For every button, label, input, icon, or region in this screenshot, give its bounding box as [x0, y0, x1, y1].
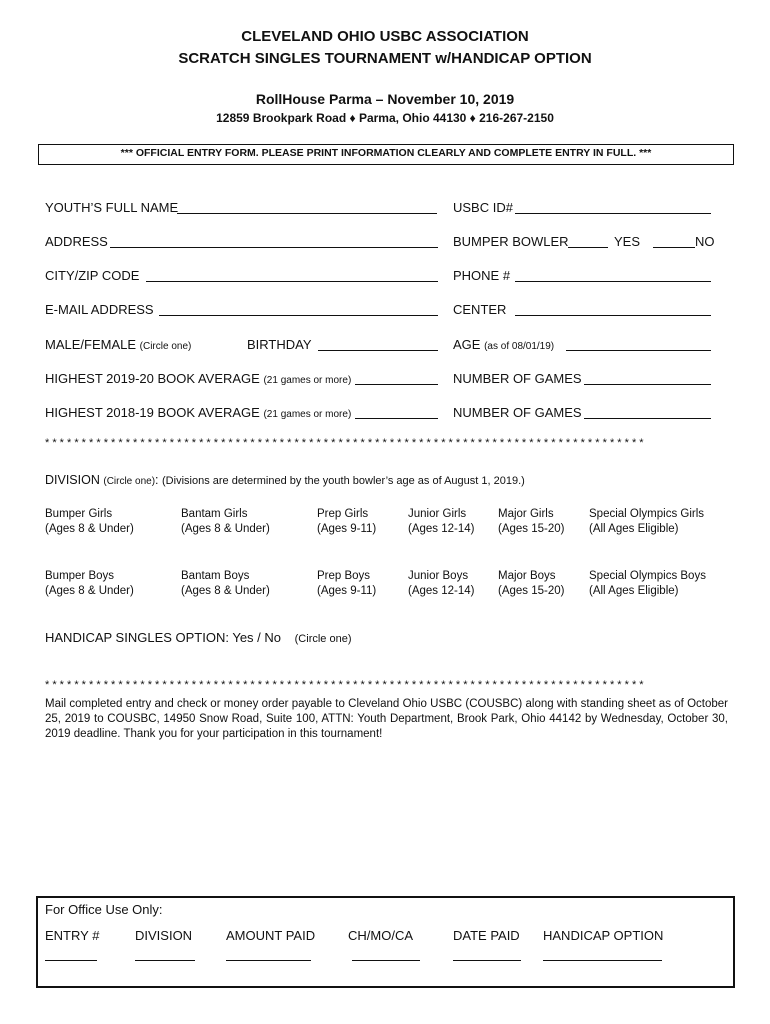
division-special-olympics-girls[interactable]: [589, 507, 704, 537]
division-note: (Divisions are determined by the youth bowler’s age as of August 1, 2019.): [162, 475, 525, 487]
age-text: AGE: [453, 337, 481, 352]
division-ages: (Ages 15-20): [498, 523, 565, 535]
division-name: Major Girls: [498, 508, 554, 520]
division-major-girls[interactable]: [498, 507, 564, 537]
bumper-yes-field[interactable]: [568, 247, 608, 248]
usbc-id-field[interactable]: [515, 213, 711, 214]
division-name: Special Olympics Girls: [589, 508, 705, 520]
division-ages: (Ages 8 & Under): [181, 585, 270, 597]
office-amount-field[interactable]: [226, 960, 311, 961]
email-field[interactable]: [159, 315, 438, 316]
address-label: ADDRESS: [45, 234, 108, 249]
division-name: Prep Boys: [317, 570, 371, 582]
division-junior-girls[interactable]: [408, 507, 474, 537]
youth-name-label: YOUTH’S FULL NAME: [45, 200, 179, 215]
num-games-2018-label: NUMBER OF GAMES: [453, 405, 582, 420]
division-ages: (Ages 8 & Under): [181, 523, 270, 535]
division-junior-boys[interactable]: [408, 569, 474, 599]
num-games-2019-field[interactable]: [584, 384, 711, 385]
star-divider-1: * * * * * * * * * * * * * * * * * * * * * * * * * * * * * * * * * * * * * * * * * * * * * * * * * * * * * * * * * * * * * * * * * * * * * * * * * * * * * * * * * *: [45, 437, 644, 449]
bumper-bowler-label: BUMPER BOWLER: [453, 234, 569, 249]
handicap-label: HANDICAP SINGLES OPTION: Yes / No: [45, 630, 282, 645]
male-female-text: MALE/FEMALE: [45, 337, 137, 352]
division-bantam-girls[interactable]: [181, 507, 270, 537]
division-special-olympics-boys[interactable]: [589, 569, 706, 599]
youth-name-field[interactable]: [177, 213, 437, 214]
division-name: Bumper Boys: [45, 570, 115, 582]
division-ages: (Ages 9-11): [317, 523, 377, 535]
avg-2019-label: [45, 371, 351, 389]
age-note: (as of 08/01/19): [484, 341, 555, 352]
office-handicap-label: HANDICAP OPTION: [543, 928, 664, 943]
age-field[interactable]: [566, 350, 711, 351]
division-name: Prep Girls: [317, 508, 369, 520]
division-ages: (Ages 8 & Under): [45, 523, 134, 535]
division-name: Bumper Girls: [45, 508, 113, 520]
division-prep-girls[interactable]: [317, 507, 376, 537]
phone-label: PHONE #: [453, 268, 511, 283]
division-label: DIVISION: [45, 473, 100, 487]
division-bantam-boys[interactable]: [181, 569, 270, 599]
avg-2019-note: (21 games or more): [263, 375, 352, 386]
age-label: [453, 337, 554, 355]
office-division-label: DIVISION: [135, 928, 193, 943]
office-entry-field[interactable]: [45, 960, 97, 961]
division-name: Junior Boys: [408, 570, 469, 582]
mail-instructions: Mail completed entry and check or money order payable to Cleveland Ohio USBC (COUSBC) along with standing sheet as of October 25, 2019 to COUSBC, 14950 Snow Road, Suite 100, ATTN: Youth Department, Brook Park, Ohio 44142 by Wednesday, October 30, 2019 deadline. Thank you for your participation in this tournament!: [45, 698, 728, 740]
office-handicap-field[interactable]: [543, 960, 662, 961]
center-label: CENTER: [453, 302, 507, 317]
office-date-field[interactable]: [453, 960, 521, 961]
division-bumper-boys[interactable]: [45, 569, 134, 599]
division-name: Special Olympics Boys: [589, 570, 706, 582]
office-division-field[interactable]: [135, 960, 195, 961]
venue-address: 12859 Brookpark Road ♦ Parma, Ohio 44130 ♦ 216-267-2150: [216, 111, 554, 125]
avg-2018-note: (21 games or more): [263, 409, 352, 420]
division-name: Junior Girls: [408, 508, 467, 520]
division-ages: (All Ages Eligible): [589, 585, 679, 597]
division-ages: (All Ages Eligible): [589, 523, 679, 535]
office-entry-label: ENTRY #: [45, 928, 100, 943]
gender-circle-note: (Circle one): [139, 341, 192, 352]
handicap-option[interactable]: [45, 630, 352, 647]
avg-2018-label: [45, 405, 351, 423]
division-major-boys[interactable]: [498, 569, 564, 599]
division-bumper-girls[interactable]: [45, 507, 134, 537]
division-ages: (Ages 12-14): [408, 585, 475, 597]
city-zip-label: CITY/ZIP CODE: [45, 268, 140, 283]
division-name: Bantam Boys: [181, 570, 250, 582]
birthday-label: BIRTHDAY: [247, 337, 312, 352]
division-colon: :: [155, 473, 159, 487]
avg-2018-field[interactable]: [355, 418, 438, 419]
bumper-no-label: NO: [695, 234, 715, 249]
bumper-yes-label: YES: [614, 234, 641, 249]
usbc-id-label: USBC ID#: [453, 200, 513, 215]
city-zip-field[interactable]: [146, 281, 438, 282]
division-name: Bantam Girls: [181, 508, 248, 520]
avg-2019-text: HIGHEST 2019-20 BOOK AVERAGE: [45, 371, 260, 386]
office-use-title: For Office Use Only:: [45, 902, 163, 917]
division-ages: (Ages 8 & Under): [45, 585, 134, 597]
division-ages: (Ages 15-20): [498, 585, 565, 597]
office-chmoca-field[interactable]: [352, 960, 420, 961]
title-line-1: CLEVELAND OHIO USBC ASSOCIATION: [241, 28, 529, 45]
title-line-2: SCRATCH SINGLES TOURNAMENT w/HANDICAP OPTION: [178, 50, 592, 67]
gender-label: [45, 337, 191, 355]
center-field[interactable]: [515, 315, 711, 316]
office-amount-label: AMOUNT PAID: [226, 928, 316, 943]
office-date-label: DATE PAID: [453, 928, 520, 943]
email-label: E-MAIL ADDRESS: [45, 302, 154, 317]
num-games-2018-field[interactable]: [584, 418, 711, 419]
birthday-field[interactable]: [318, 350, 438, 351]
avg-2019-field[interactable]: [355, 384, 438, 385]
bumper-no-field[interactable]: [653, 247, 695, 248]
division-heading: [45, 473, 525, 487]
division-circle-note: (Circle one): [103, 476, 156, 487]
address-field[interactable]: [110, 247, 438, 248]
notice-text: *** OFFICIAL ENTRY FORM. PLEASE PRINT INFORMATION CLEARLY AND COMPLETE ENTRY IN FULL. ***: [120, 147, 652, 159]
num-games-2019-label: NUMBER OF GAMES: [453, 371, 582, 386]
office-chmoca-label: CH/MO/CA: [348, 928, 413, 943]
division-name: Major Boys: [498, 570, 556, 582]
division-ages: (Ages 9-11): [317, 585, 377, 597]
star-divider-2: * * * * * * * * * * * * * * * * * * * * * * * * * * * * * * * * * * * * * * * * * * * * * * * * * * * * * * * * * * * * * * * * * * * * * * * * * * * * * * * * * *: [45, 679, 644, 691]
phone-field[interactable]: [515, 281, 711, 282]
venue-date: RollHouse Parma – November 10, 2019: [255, 91, 515, 107]
division-ages: (Ages 12-14): [408, 523, 475, 535]
division-prep-boys[interactable]: [317, 569, 376, 599]
avg-2018-text: HIGHEST 2018-19 BOOK AVERAGE: [45, 405, 260, 420]
handicap-circle-note: (Circle one): [294, 633, 352, 645]
